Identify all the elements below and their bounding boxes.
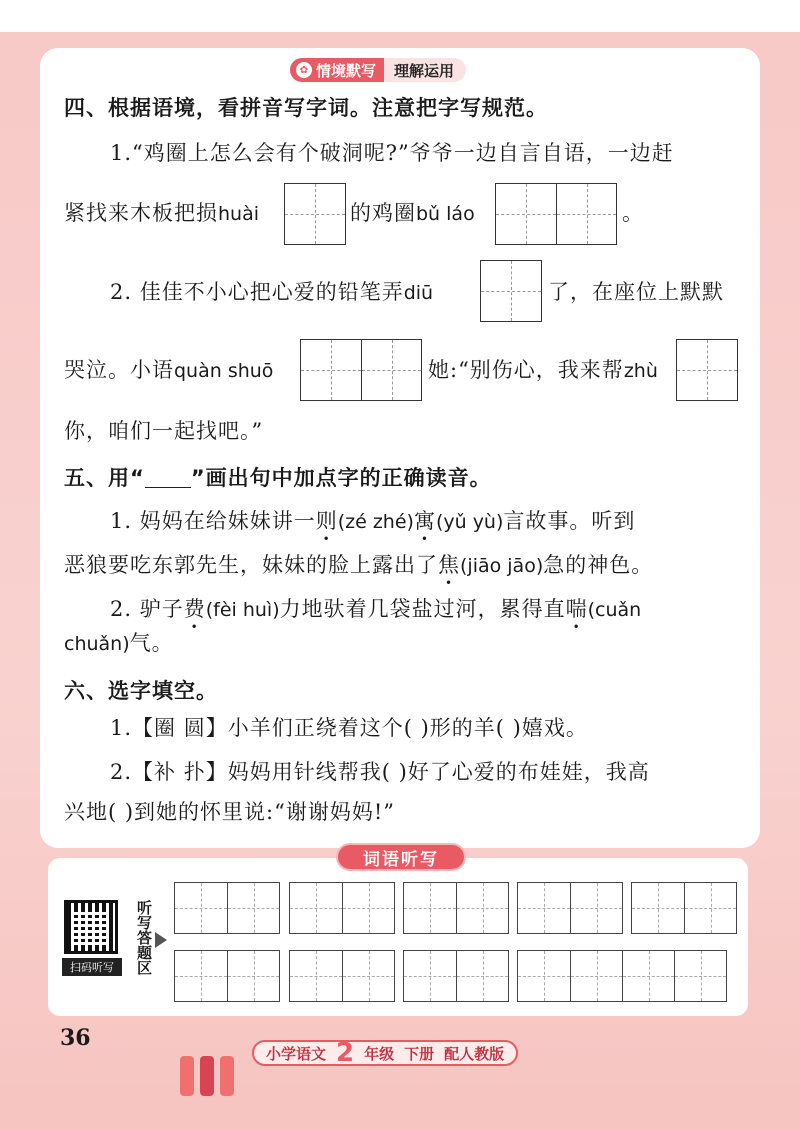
s4-q1-pinyin2: bǔ láo — [416, 203, 475, 225]
dictation-grid[interactable] — [631, 882, 737, 934]
arrow-right-icon — [155, 932, 167, 948]
tag-left-label: 情境默写 — [316, 61, 377, 80]
s5-q2-line2 — [64, 627, 174, 659]
footer-volume: 下册 — [404, 1044, 435, 1063]
s4-q1-text-b: 的鸡圈 — [350, 201, 416, 225]
s5-q1-pinyin3[interactable]: (jiāo jāo) — [460, 555, 544, 577]
footer-grade: 年级 — [364, 1044, 395, 1063]
s4-q2-pinyin1: diū — [403, 282, 434, 304]
tag-right-label: 理解运用 — [384, 58, 466, 82]
s4-q1-line2b — [350, 197, 475, 229]
dictation-grid[interactable] — [403, 950, 509, 1002]
dotted-char: 喘 — [565, 597, 588, 621]
flower-icon: ✿ — [296, 62, 312, 78]
s4-q1-line2 — [64, 197, 259, 229]
s4-q2-line2b — [428, 354, 658, 386]
s5-q1-pinyin2[interactable]: (yǔ yù) — [435, 511, 504, 533]
answer-grid-diu[interactable] — [480, 260, 542, 322]
s5-q2-text-a: 2. 驴子 — [110, 597, 184, 621]
s6-q1[interactable]: 1.【圈 圆】小羊们正绕着这个( )形的羊( )嬉戏。 — [110, 716, 588, 740]
s4-q1-text-a: 紧找来木板把损 — [64, 201, 218, 225]
dictation-grid[interactable] — [403, 882, 509, 934]
s5-q2-pinyin2b[interactable]: chuǎn) — [64, 633, 130, 655]
s5-q1-text-c: 恶狼要吃东郭先生，妹妹的脸上露出了 — [64, 553, 438, 577]
dictation-grid[interactable] — [517, 882, 623, 934]
section5-heading — [64, 462, 492, 494]
answer-grid-huai[interactable] — [284, 183, 346, 245]
s6-q2-line1[interactable]: 2.【补 扑】妈妈用针线帮我( )好了心爱的布娃娃，我高 — [110, 760, 650, 784]
s4-q2-text-b: 了，在座位上默默 — [548, 280, 724, 304]
s4-q2-line1 — [110, 276, 433, 308]
qr-label: 扫码听写 — [62, 958, 122, 976]
tag-left — [290, 58, 384, 82]
underline-sample — [145, 470, 191, 488]
footer-decoration — [220, 1056, 234, 1096]
s5-q1-line2 — [64, 549, 653, 581]
dictation-grid[interactable] — [289, 950, 395, 1002]
dotted-char: 则 — [315, 509, 338, 533]
s4-q2-line2 — [64, 354, 273, 386]
footer-badge — [252, 1040, 518, 1066]
dotted-char: 寓 — [413, 509, 436, 533]
s4-q2-line3: 你，咱们一起找吧。” — [64, 419, 264, 443]
footer-edition: 配人教版 — [444, 1044, 505, 1063]
answer-grid-bulao[interactable] — [495, 183, 617, 245]
s5-heading-a: 五、用“ — [64, 466, 145, 490]
s5-q1-pinyin1[interactable]: (zé zhé) — [337, 511, 414, 533]
s5-q1-text-d: 急的神色。 — [543, 553, 654, 577]
footer-decoration — [200, 1056, 214, 1096]
s4-q2-text-a: 2. 佳佳不小心把心爱的铅笔弄 — [110, 280, 404, 304]
s5-q2-pinyin1[interactable]: (fèi huì) — [205, 599, 280, 621]
s4-q2-text-c: 哭泣。小语 — [64, 358, 174, 382]
answer-grid-zhu[interactable] — [676, 339, 738, 401]
dictation-grid[interactable] — [517, 950, 727, 1002]
s5-q2-pinyin2a[interactable]: (cuǎn — [587, 599, 642, 621]
dictation-grid[interactable] — [289, 882, 395, 934]
s5-heading-b: ”画出句中加点字的正确读音。 — [190, 466, 492, 490]
footer-grade-number: 2 — [336, 1038, 355, 1068]
answer-grid-quanshuo[interactable] — [300, 339, 422, 401]
page-number: 36 — [60, 1025, 91, 1051]
s4-q2-pinyin3: zhù — [623, 360, 658, 382]
dotted-char: 费 — [183, 597, 206, 621]
section6-heading: 六、选字填空。 — [64, 679, 218, 703]
s4-q1-pinyin1: huài — [218, 203, 260, 225]
section4-heading: 四、根据语境，看拼音写字词。注意把字写规范。 — [64, 96, 548, 120]
s5-q1-text-a: 1. 妈妈在给妹妹讲一 — [110, 509, 316, 533]
s4-q2-pinyin2: quàn shuō — [174, 360, 274, 382]
s4-q1-line1: 1.“鸡圈上怎么会有个破洞呢?”爷爷一边自言自语，一边赶 — [110, 141, 674, 165]
dictation-grid[interactable] — [174, 882, 280, 934]
dictation-side-label: 听写答题区 — [135, 900, 153, 975]
dictation-grid[interactable] — [174, 950, 280, 1002]
qr-code-icon[interactable] — [64, 900, 118, 954]
section-tag — [290, 58, 466, 82]
s5-q2-text-c: 气。 — [129, 631, 174, 655]
dotted-char: 焦 — [438, 553, 460, 577]
footer-decoration — [180, 1056, 194, 1096]
footer-subject: 小学语文 — [266, 1044, 327, 1063]
s5-q2-text-b: 力地驮着几袋盐过河，累得直 — [279, 597, 566, 621]
dictation-title: 词语听写 — [336, 843, 466, 871]
s5-q1-line1 — [110, 505, 635, 537]
s5-q2-line1 — [110, 593, 641, 625]
s4-q1-end: 。 — [622, 201, 644, 225]
s4-q2-text-d: 她:“别伤心，我来帮 — [428, 358, 624, 382]
s5-q1-text-b: 言故事。听到 — [503, 509, 636, 533]
s6-q2-line2[interactable]: 兴地( )到她的怀里说:“谢谢妈妈!” — [64, 800, 396, 824]
